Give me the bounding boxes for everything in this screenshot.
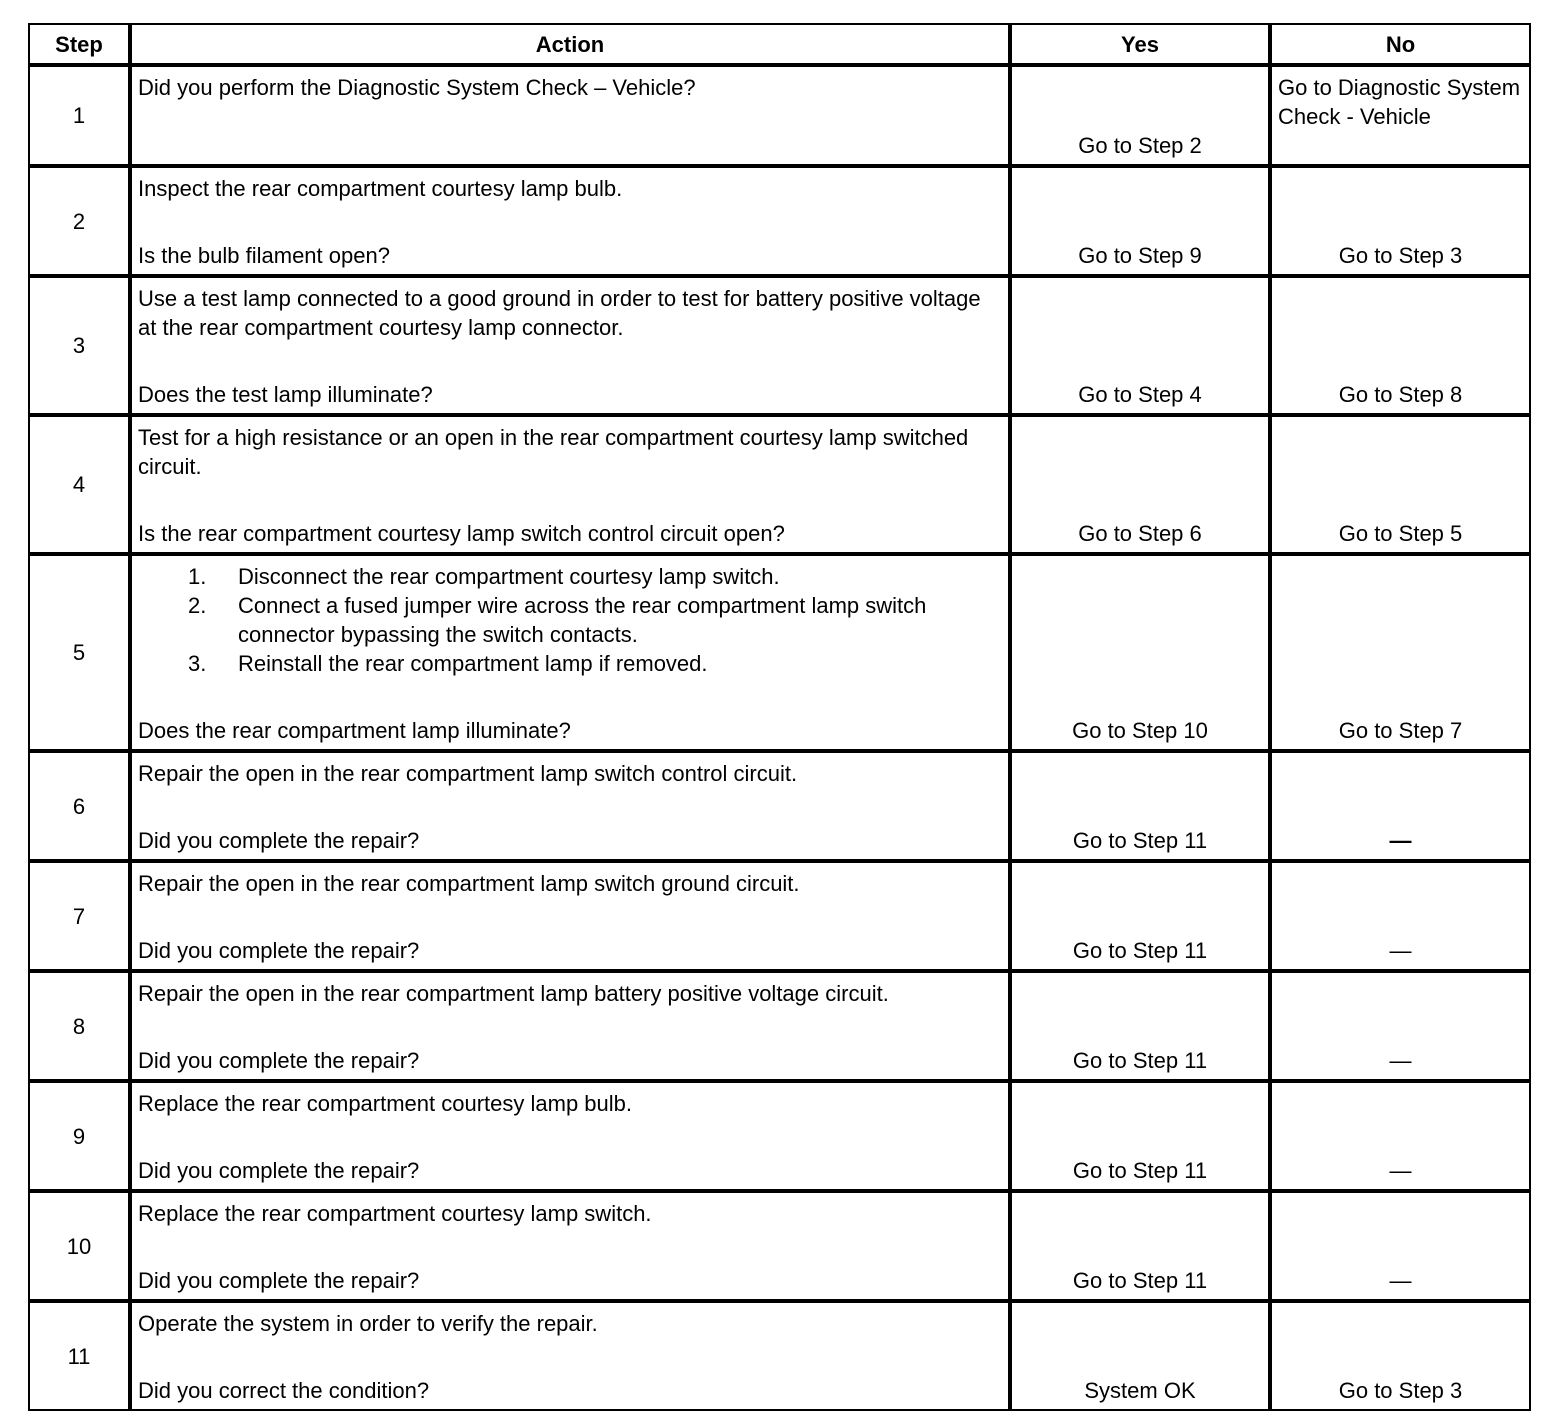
table-row [28, 1081, 1531, 1191]
header-yes: Yes [1010, 23, 1270, 65]
action-question: Did you complete the repair? [138, 938, 420, 963]
action-cell [130, 166, 1010, 276]
no-dash: — [1389, 828, 1412, 853]
step-number: 10 [28, 1191, 130, 1301]
action-question: Did you complete the repair? [138, 1268, 420, 1293]
no-dash: — [1389, 1158, 1412, 1183]
action-cell [130, 1191, 1010, 1301]
substep-item [188, 649, 1002, 678]
action-question: Did you complete the repair? [138, 1048, 420, 1073]
action-cell [130, 861, 1010, 971]
no-dash: — [1389, 1048, 1412, 1073]
table-row [28, 166, 1531, 276]
table-row [28, 1191, 1531, 1301]
no-cell [1270, 751, 1531, 861]
action-question: Is the rear compartment courtesy lamp switch control circuit open? [138, 521, 785, 546]
substep-number: 1. [188, 564, 207, 589]
yes-cell: System OK [1010, 1301, 1270, 1411]
step-number: 1 [28, 65, 130, 166]
substep-item [188, 562, 1002, 591]
yes-cell: Go to Step 2 [1010, 65, 1270, 166]
yes-cell: Go to Step 10 [1010, 554, 1270, 751]
step-number: 11 [28, 1301, 130, 1411]
action-cell [130, 1081, 1010, 1191]
action-description: Did you perform the Diagnostic System Check – Vehicle? [138, 75, 696, 100]
substep-number: 2. [188, 593, 207, 618]
action-description: Repair the open in the rear compartment lamp battery positive voltage circuit. [138, 981, 889, 1006]
no-cell [1270, 861, 1531, 971]
no-cell: Go to Step 7 [1270, 554, 1531, 751]
table-row [28, 554, 1531, 751]
action-cell [130, 65, 1010, 166]
step-number: 9 [28, 1081, 130, 1191]
no-cell [1270, 1081, 1531, 1191]
substep-text: Disconnect the rear compartment courtesy lamp switch. [238, 564, 780, 589]
no-cell: Go to Step 8 [1270, 276, 1531, 415]
yes-cell: Go to Step 11 [1010, 1191, 1270, 1301]
yes-cell: Go to Step 11 [1010, 751, 1270, 861]
action-cell [130, 554, 1010, 751]
yes-cell: Go to Step 4 [1010, 276, 1270, 415]
table-row [28, 751, 1531, 861]
table-row [28, 1301, 1531, 1411]
no-cell: Go to Diagnostic System Check - Vehicle [1270, 65, 1531, 166]
table-row [28, 415, 1531, 554]
header-no: No [1270, 23, 1531, 65]
action-cell [130, 415, 1010, 554]
action-description: Replace the rear compartment courtesy lamp switch. [138, 1201, 652, 1226]
table-row [28, 861, 1531, 971]
substep-text: Connect a fused jumper wire across the rear compartment lamp switch connector bypassing the switch contacts. [238, 593, 927, 647]
table-row [28, 276, 1531, 415]
no-cell: Go to Step 3 [1270, 1301, 1531, 1411]
step-number: 2 [28, 166, 130, 276]
substep-text: Reinstall the rear compartment lamp if removed. [238, 651, 708, 676]
action-question: Did you correct the condition? [138, 1378, 430, 1403]
step-number: 4 [28, 415, 130, 554]
action-question: Is the bulb filament open? [138, 243, 390, 268]
action-question: Does the rear compartment lamp illuminate? [138, 718, 571, 743]
action-description: Use a test lamp connected to a good ground in order to test for battery positive voltage at the rear compartment courtesy lamp connector. [138, 286, 981, 340]
no-cell: Go to Step 5 [1270, 415, 1531, 554]
action-question: Did you complete the repair? [138, 828, 420, 853]
substep-item [188, 591, 1002, 649]
header-action: Action [130, 23, 1010, 65]
action-cell [130, 751, 1010, 861]
step-number: 5 [28, 554, 130, 751]
no-dash: — [1389, 1268, 1412, 1293]
no-cell [1270, 971, 1531, 1081]
yes-cell: Go to Step 11 [1010, 971, 1270, 1081]
action-cell [130, 1301, 1010, 1411]
step-number: 8 [28, 971, 130, 1081]
action-cell [130, 276, 1010, 415]
action-cell [130, 971, 1010, 1081]
step-number: 6 [28, 751, 130, 861]
action-description: Operate the system in order to verify the repair. [138, 1311, 598, 1336]
header-step: Step [28, 23, 130, 65]
action-description: Repair the open in the rear compartment lamp switch control circuit. [138, 761, 798, 786]
no-dash: — [1389, 938, 1412, 963]
substep-list [138, 562, 1002, 678]
table-row [28, 65, 1531, 166]
yes-cell: Go to Step 11 [1010, 861, 1270, 971]
action-description: Test for a high resistance or an open in the rear compartment courtesy lamp switched circuit. [138, 425, 969, 479]
action-description: Inspect the rear compartment courtesy lamp bulb. [138, 176, 623, 201]
yes-cell: Go to Step 9 [1010, 166, 1270, 276]
table-row [28, 971, 1531, 1081]
no-cell [1270, 1191, 1531, 1301]
action-description: Repair the open in the rear compartment lamp switch ground circuit. [138, 871, 800, 896]
action-description: Replace the rear compartment courtesy lamp bulb. [138, 1091, 633, 1116]
action-question: Does the test lamp illuminate? [138, 382, 433, 407]
diagnostic-table [28, 23, 1531, 1411]
header-row [28, 23, 1531, 65]
action-question: Did you complete the repair? [138, 1158, 420, 1183]
step-number: 3 [28, 276, 130, 415]
no-cell: Go to Step 3 [1270, 166, 1531, 276]
substep-number: 3. [188, 651, 207, 676]
yes-cell: Go to Step 11 [1010, 1081, 1270, 1191]
yes-cell: Go to Step 6 [1010, 415, 1270, 554]
step-number: 7 [28, 861, 130, 971]
